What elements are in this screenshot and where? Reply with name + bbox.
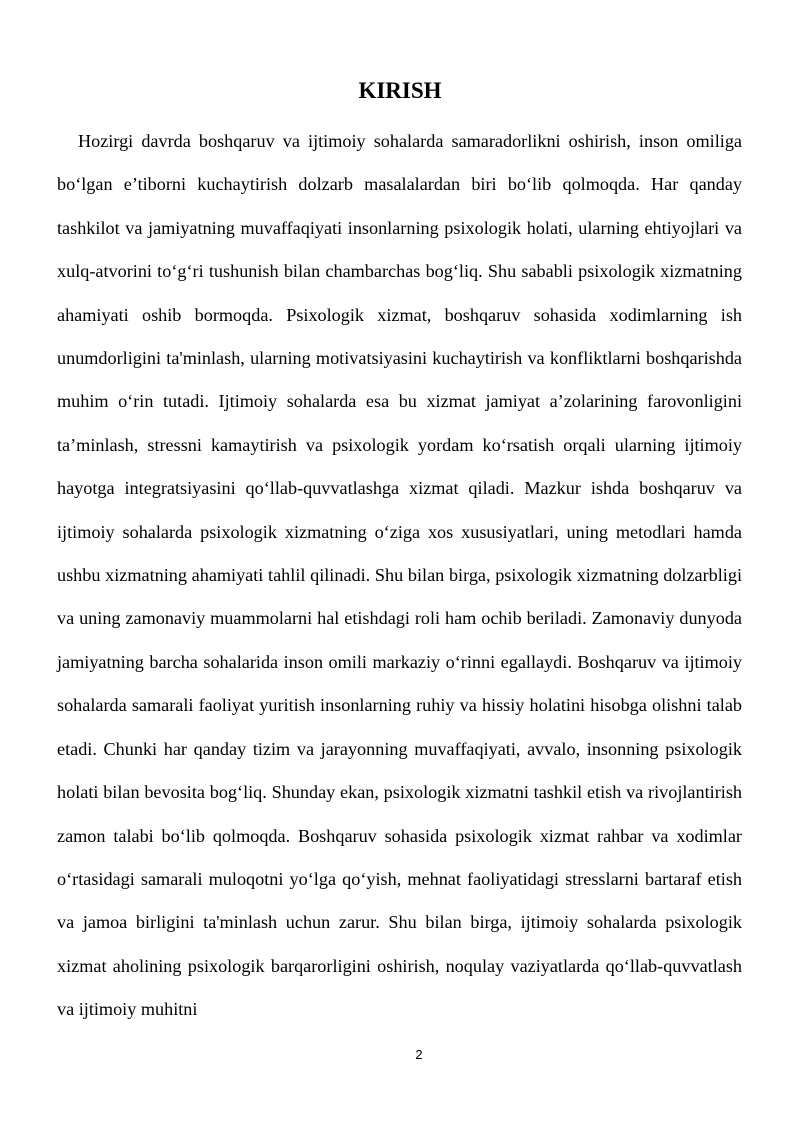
page-number: 2 (415, 1047, 423, 1062)
body-paragraph: Hozirgi davrda boshqaruv va ijtimoiy sohalarda samaradorlikni oshirish, inson omiliga bo‘lgan e’tiborni kuchaytirish dolzarb masalalardan biri bo‘lib qolmoqda. Har qanday tashkilot va jamiyatning muvaffaqiyati insonlarning psixologik holati, ularning ehtiyojlari va xulq-atvorini to‘g‘ri tushunish bilan chambarchas bog‘liq. Shu sababli psixologik xizmatning ahamiyati oshib bormoqda. Psixologik xizmat, boshqaruv sohasida xodimlarning ish unumdorligini ta'minlash, ularning motivatsiyasini kuchaytirish va konfliktlarni boshqarishda muhim o‘rin tutadi. Ijtimoiy sohalarda esa bu xizmat jamiyat a’zolarining farovonligini ta’minlash, stressni kamaytirish va psixologik yordam ko‘rsatish orqali ularning ijtimoiy hayotga integratsiyasini qo‘llab-quvvatlashga xizmat qiladi. Mazkur ishda boshqaruv va ijtimoiy sohalarda psixologik xizmatning o‘ziga xos xususiyatlari, uning metodlari hamda ushbu xizmatning ahamiyati tahlil qilinadi. Shu bilan birga, psixologik xizmatning dolzarbligi va uning zamonaviy muammolarni hal etishdagi roli ham ochib beriladi. Zamonaviy dunyoda jamiyatning barcha sohalarida inson omili markaziy o‘rinni egallaydi. Boshqaruv va ijtimoiy sohalarda samarali faoliyat yuritish insonlarning ruhiy va hissiy holatini hisobga olishni talab etadi. Chunki har qanday tizim va jarayonning muvaffaqiyati, avvalo, insonning psixologik holati bilan bevosita bog‘liq. Shunday ekan, psixologik xizmatni tashkil etish va rivojlantirish zamon talabi bo‘lib qolmoqda. Boshqaruv sohasida psixologik xizmat rahbar va xodimlar o‘rtasidagi samarali muloqotni yo‘lga qo‘yish, mehnat faoliyatidagi stresslarni bartaraf etish va jamoa birligini ta'minlash uchun zarur. Shu bilan birga, ijtimoiy sohalarda psixologik xizmat aholining psixologik barqarorligini oshirish, noqulay vaziyatlarda qo‘llab-quvvatlash va ijtimoiy muhitni (57, 131, 742, 1020)
page-title: KIRISH (358, 78, 442, 103)
